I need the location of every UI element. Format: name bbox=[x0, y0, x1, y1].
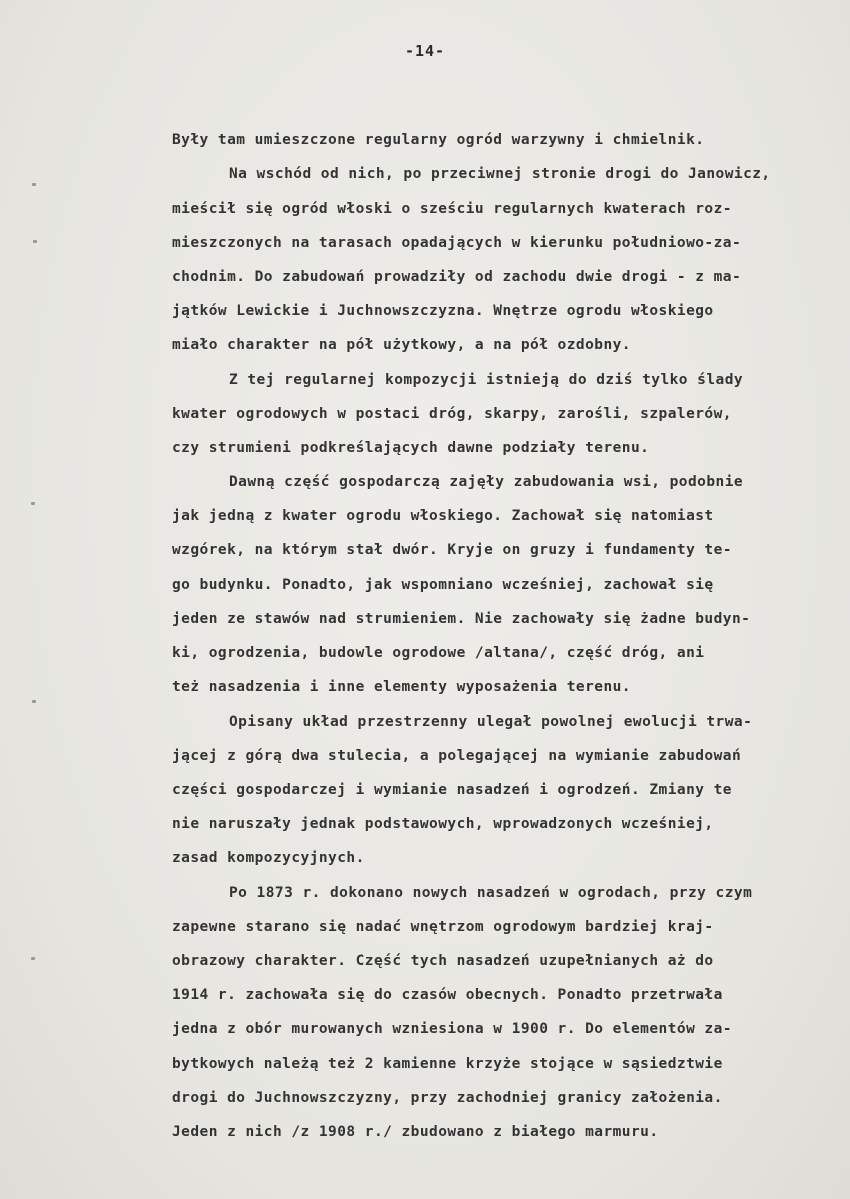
text-line: zapewne starano się nadać wnętrzom ogrodowym bardziej kraj- bbox=[172, 919, 714, 935]
text-line: Były tam umieszczone regularny ogród warzywny i chmielnik. bbox=[172, 132, 705, 148]
text-line: obrazowy charakter. Część tych nasadzeń uzupełnianych aż do bbox=[172, 953, 714, 969]
text-line: wzgórek, na którym stał dwór. Kryje on gruzy i fundamenty te- bbox=[172, 542, 732, 558]
text-line: go budynku. Ponadto, jak wspomniano wcześniej, zachował się bbox=[172, 577, 714, 593]
text-line: kwater ogrodowych w postaci dróg, skarpy, zarośli, szpalerów, bbox=[172, 406, 732, 422]
text-line: jedna z obór murowanych wzniesiona w 1900 r. Do elementów za- bbox=[172, 1021, 732, 1037]
text-line: jak jedną z kwater ogrodu włoskiego. Zachował się natomiast bbox=[172, 508, 714, 524]
text-line: Jeden z nich /z 1908 r./ zbudowano z białego marmuru. bbox=[172, 1124, 659, 1140]
text-line: chodnim. Do zabudowań prowadziły od zachodu dwie drogi - z ma- bbox=[172, 269, 742, 285]
text-line: jątków Lewickie i Juchnowszczyzna. Wnętrze ogrodu włoskiego bbox=[172, 303, 714, 319]
text-line: Na wschód od nich, po przeciwnej stronie drogi do Janowicz, bbox=[229, 166, 771, 182]
text-line: Po 1873 r. dokonano nowych nasadzeń w ogrodach, przy czym bbox=[229, 885, 753, 901]
text-line: części gospodarczej i wymianie nasadzeń i ogrodzeń. Zmiany te bbox=[172, 782, 732, 798]
margin-speck bbox=[31, 502, 35, 505]
margin-speck bbox=[31, 957, 35, 960]
text-line: jącej z górą dwa stulecia, a polegającej na wymianie zabudowań bbox=[172, 748, 742, 764]
text-line: nie naruszały jednak podstawowych, wprowadzonych wcześniej, bbox=[172, 816, 714, 832]
text-line: Z tej regularnej kompozycji istnieją do dziś tylko ślady bbox=[229, 372, 744, 388]
margin-speck bbox=[32, 700, 36, 703]
text-line: mieszczonych na tarasach opadających w kierunku południowo-za- bbox=[172, 235, 742, 251]
text-line: jeden ze stawów nad strumieniem. Nie zachowały się żadne budyn- bbox=[172, 611, 751, 627]
margin-speck bbox=[33, 240, 37, 243]
text-line: zasad kompozycyjnych. bbox=[172, 850, 365, 866]
text-line: ki, ogrodzenia, budowle ogrodowe /altana/, część dróg, ani bbox=[172, 645, 705, 661]
text-line: bytkowych należą też 2 kamienne krzyże stojące w sąsiedztwie bbox=[172, 1056, 723, 1072]
margin-speck bbox=[32, 183, 36, 186]
text-line: drogi do Juchnowszczyzny, przy zachodniej granicy założenia. bbox=[172, 1090, 723, 1106]
text-line: też nasadzenia i inne elementy wyposażenia terenu. bbox=[172, 679, 631, 695]
text-line: Dawną część gospodarczą zajęły zabudowania wsi, podobnie bbox=[229, 474, 744, 490]
text-line: czy strumieni podkreślających dawne podziały terenu. bbox=[172, 440, 650, 456]
text-line: mieścił się ogród włoski o sześciu regularnych kwaterach roz- bbox=[172, 201, 732, 217]
text-line: Opisany układ przestrzenny ulegał powolnej ewolucji trwa- bbox=[229, 714, 753, 730]
text-line: 1914 r. zachowała się do czasów obecnych. Ponadto przetrwała bbox=[172, 987, 723, 1003]
page-number: -14- bbox=[404, 42, 446, 60]
text-line: miało charakter na pół użytkowy, a na pół ozdobny. bbox=[172, 337, 631, 353]
